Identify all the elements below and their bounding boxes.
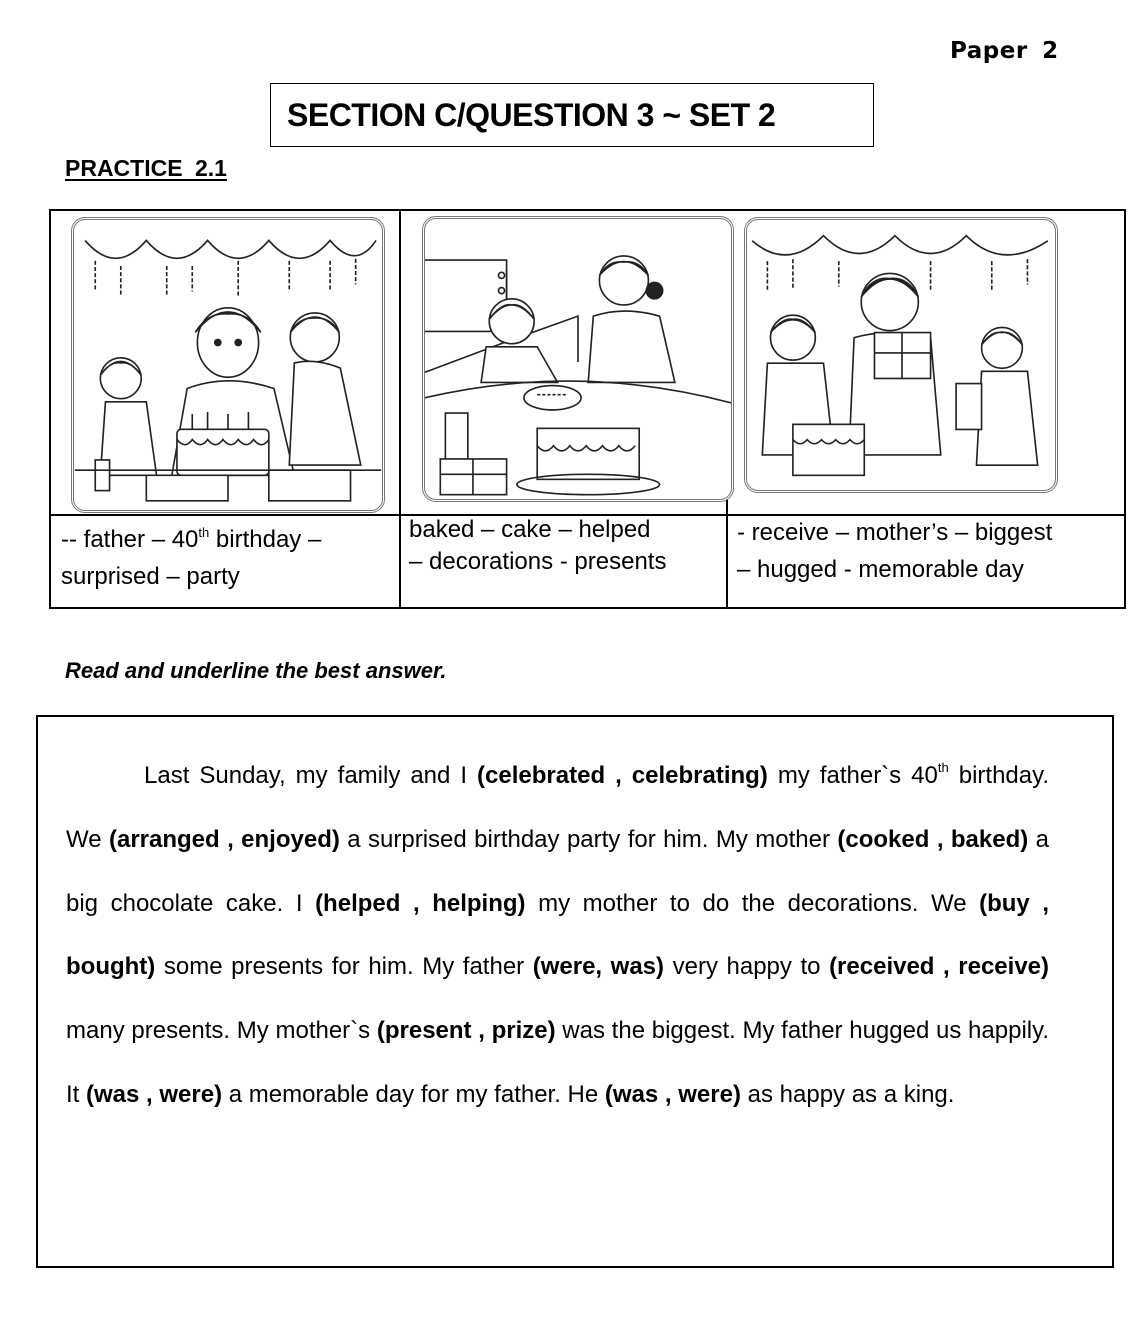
answer-choice[interactable]: (received , receive) bbox=[829, 953, 1050, 981]
section-title-box bbox=[270, 83, 874, 147]
instruction-text: Read and underline the best answer. bbox=[65, 658, 447, 683]
practice-heading: PRACTICE 2.1 bbox=[65, 155, 227, 181]
section-title: SECTION C/QUESTION 3 ~ SET 2 bbox=[287, 97, 776, 133]
table-divider-vertical bbox=[726, 498, 728, 609]
answer-choice[interactable]: (were, was) bbox=[532, 953, 665, 981]
answer-choice[interactable]: (helped , helping) bbox=[315, 889, 526, 917]
answer-choice[interactable]: (present , prize) bbox=[376, 1017, 556, 1045]
table-divider-vertical bbox=[399, 211, 401, 607]
picture-baking-cake bbox=[422, 216, 734, 502]
passage-text: Last Sunday, my family and I (celebrated , celebrating) my father`s 40th birthday. We (arranged , enjoyed) a surprised birthday party for him. My mother (cooked , baked) a big chocolate cake. I (helped , helping) my mother to do the decorations. We (buy , bought) some presents for him. My father (were, was) very happy to (received , receive) many presents. My mother`s (present , prize) was the biggest. My father hugged us happily. It (was , were) a memorable day for my father. He (was , were) as happy as a king. bbox=[66, 760, 1050, 1108]
answer-choice[interactable]: (was , were) bbox=[604, 1080, 741, 1108]
picture-birthday-party bbox=[71, 217, 385, 513]
caption-picture-3 bbox=[737, 514, 1122, 588]
answer-choice[interactable]: (cooked , baked) bbox=[837, 825, 1029, 853]
caption-line: surprised – party bbox=[61, 563, 240, 590]
caption-line: – hugged - memorable day bbox=[737, 556, 1024, 583]
picture-table bbox=[49, 209, 1126, 609]
answer-choice[interactable]: (arranged , enjoyed) bbox=[108, 825, 340, 853]
caption-picture-2 bbox=[409, 514, 724, 578]
caption-line: – decorations - presents bbox=[409, 548, 667, 575]
caption-picture-1 bbox=[61, 514, 391, 595]
caption-line: -- father – 40th birthday – bbox=[61, 525, 322, 553]
answer-choice[interactable]: (buy , bought) bbox=[66, 889, 1050, 981]
caption-line: baked – cake – helped bbox=[409, 516, 651, 543]
passage-box bbox=[36, 715, 1114, 1268]
caption-line: - receive – mother’s – biggest bbox=[737, 519, 1053, 546]
answer-choice[interactable]: (was , were) bbox=[86, 1080, 223, 1108]
paper-label: Paper 2 bbox=[950, 38, 1059, 64]
picture-giving-presents bbox=[744, 217, 1058, 493]
answer-choice[interactable]: (celebrated , celebrating) bbox=[477, 762, 768, 789]
